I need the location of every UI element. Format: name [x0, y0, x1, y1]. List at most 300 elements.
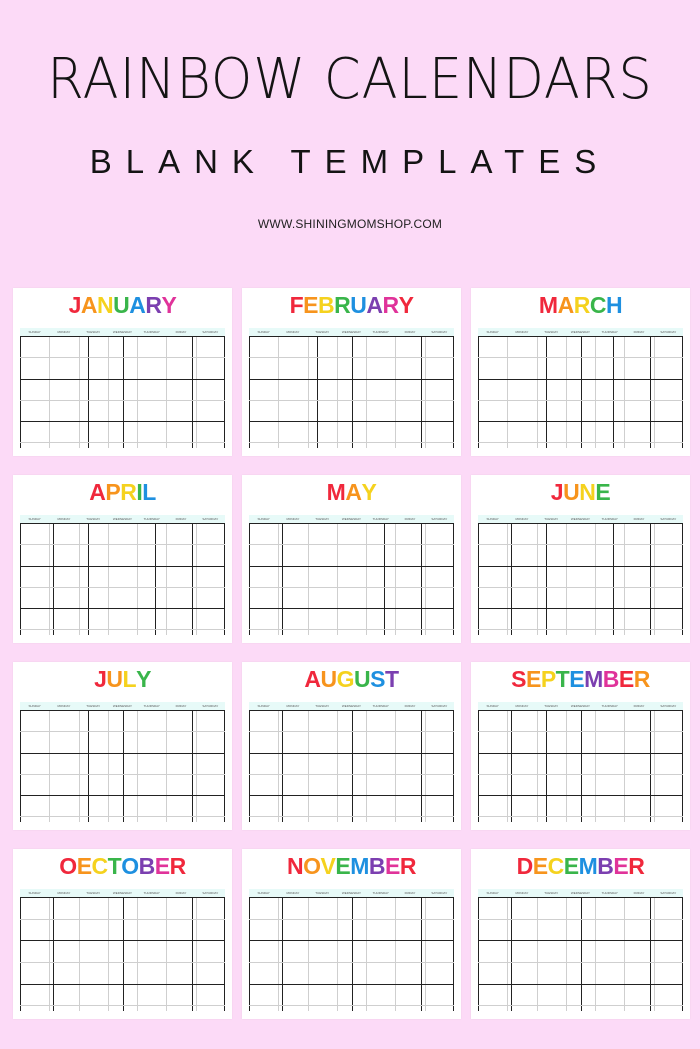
grid-line — [20, 608, 225, 609]
grid-line — [453, 897, 454, 1011]
grid-line — [224, 336, 225, 448]
month-calendar-card — [242, 662, 461, 830]
grid-line — [624, 336, 625, 448]
month-calendar-card — [13, 475, 232, 643]
grid-line — [478, 629, 683, 630]
grid-line — [650, 897, 651, 1011]
grid-line — [249, 442, 454, 443]
month-title: AUGUST — [304, 666, 399, 692]
grid-line — [421, 523, 422, 635]
grid-line — [155, 523, 156, 635]
grid-line — [425, 710, 426, 822]
calendar-table — [249, 889, 454, 1011]
grid-line — [453, 523, 454, 635]
weekday-label: SUNDAY — [486, 517, 499, 521]
grid-line — [581, 336, 582, 448]
grid-line — [249, 523, 250, 635]
grid-line — [337, 897, 338, 1011]
calendar-cells — [478, 897, 683, 1011]
grid-line — [249, 816, 454, 817]
grid-line — [478, 919, 683, 920]
weekday-header — [249, 328, 454, 336]
weekday-label: FRIDAY — [633, 330, 645, 334]
weekday-label: TUESDAY — [86, 704, 101, 708]
grid-line — [79, 897, 80, 1011]
calendar-table — [249, 702, 454, 822]
grid-line — [478, 897, 683, 898]
grid-line — [308, 897, 309, 1011]
grid-line — [395, 710, 396, 822]
weekday-label: FRIDAY — [175, 704, 187, 708]
weekday-header — [478, 889, 683, 897]
grid-line — [224, 523, 225, 635]
grid-line — [507, 336, 508, 448]
grid-line — [192, 336, 193, 448]
month-title: NOVEMBER — [287, 853, 416, 879]
grid-line — [682, 710, 683, 822]
grid-line — [566, 897, 567, 1011]
grid-line — [478, 400, 683, 401]
grid-line — [478, 897, 479, 1011]
weekday-label: THURSDAY — [143, 517, 160, 521]
grid-line — [282, 710, 283, 822]
month-title: MARCH — [538, 292, 623, 318]
grid-line — [654, 897, 655, 1011]
grid-line — [123, 710, 124, 822]
weekday-label: SATURDAY — [431, 330, 448, 334]
grid-line — [478, 962, 683, 963]
grid-line — [478, 1005, 683, 1006]
weekday-label: FRIDAY — [633, 704, 645, 708]
grid-line — [278, 523, 279, 635]
weekday-label: TUESDAY — [544, 891, 559, 895]
grid-line — [249, 984, 454, 985]
grid-line — [20, 566, 225, 567]
grid-line — [511, 523, 512, 635]
grid-line — [478, 523, 479, 635]
grid-line — [192, 523, 193, 635]
calendar-table — [20, 702, 225, 822]
weekday-label: MONDAY — [515, 891, 529, 895]
grid-line — [108, 523, 109, 635]
weekday-label: SUNDAY — [486, 330, 499, 334]
weekday-label: SATURDAY — [431, 704, 448, 708]
weekday-header — [249, 515, 454, 523]
grid-line — [20, 357, 225, 358]
calendar-cells — [478, 523, 683, 635]
grid-line — [317, 336, 318, 448]
weekday-label: WEDNESDAY — [112, 891, 133, 895]
weekday-header — [478, 515, 683, 523]
grid-line — [478, 710, 683, 711]
grid-line — [337, 336, 338, 448]
grid-line — [224, 897, 225, 1011]
grid-line — [249, 795, 454, 796]
grid-line — [20, 421, 225, 422]
grid-line — [282, 897, 283, 1011]
weekday-label: WEDNESDAY — [341, 704, 362, 708]
grid-line — [478, 379, 683, 380]
grid-line — [20, 816, 225, 817]
weekday-label: WEDNESDAY — [341, 517, 362, 521]
grid-line — [249, 336, 454, 337]
grid-line — [108, 710, 109, 822]
grid-line — [137, 710, 138, 822]
weekday-label: THURSDAY — [372, 517, 389, 521]
grid-line — [682, 897, 683, 1011]
grid-line — [478, 587, 683, 588]
calendar-table — [478, 889, 683, 1011]
weekday-label: MONDAY — [57, 517, 71, 521]
grid-line — [192, 710, 193, 822]
grid-line — [421, 897, 422, 1011]
weekday-label: THURSDAY — [372, 704, 389, 708]
grid-line — [249, 731, 454, 732]
weekday-label: SATURDAY — [202, 704, 219, 708]
calendar-cells — [249, 897, 454, 1011]
weekday-label: TUESDAY — [86, 330, 101, 334]
grid-line — [478, 442, 683, 443]
weekday-label: THURSDAY — [601, 517, 618, 521]
grid-line — [537, 336, 538, 448]
grid-line — [249, 897, 454, 898]
weekday-label: SUNDAY — [28, 704, 41, 708]
calendar-cells — [249, 523, 454, 635]
grid-line — [308, 523, 309, 635]
grid-line — [20, 336, 21, 448]
grid-line — [395, 523, 396, 635]
weekday-label: SUNDAY — [257, 891, 270, 895]
grid-line — [478, 336, 683, 337]
weekday-label: SATURDAY — [660, 704, 677, 708]
grid-line — [20, 379, 225, 380]
month-calendar-card — [242, 475, 461, 643]
grid-line — [196, 336, 197, 448]
calendar-table — [249, 515, 454, 635]
grid-line — [20, 897, 21, 1011]
grid-line — [79, 523, 80, 635]
weekday-label: WEDNESDAY — [570, 517, 591, 521]
weekday-label: THURSDAY — [143, 704, 160, 708]
month-calendar-card — [471, 475, 690, 643]
weekday-label: SATURDAY — [660, 330, 677, 334]
weekday-label: FRIDAY — [404, 517, 416, 521]
weekday-label: MONDAY — [515, 704, 529, 708]
weekday-label: SATURDAY — [202, 330, 219, 334]
grid-line — [581, 897, 582, 1011]
calendar-table — [20, 328, 225, 448]
grid-line — [79, 710, 80, 822]
grid-line — [337, 523, 338, 635]
grid-line — [613, 523, 614, 635]
weekday-label: SATURDAY — [202, 517, 219, 521]
grid-line — [20, 587, 225, 588]
grid-line — [249, 587, 454, 588]
weekday-header — [249, 702, 454, 710]
calendar-table — [478, 515, 683, 635]
calendar-cells — [249, 336, 454, 448]
weekday-label: SATURDAY — [660, 517, 677, 521]
weekday-header — [249, 889, 454, 897]
month-calendar-card — [471, 849, 690, 1019]
weekday-label: MONDAY — [286, 891, 300, 895]
grid-line — [478, 795, 683, 796]
grid-line — [478, 984, 683, 985]
grid-line — [249, 544, 454, 545]
weekday-label: MONDAY — [515, 517, 529, 521]
weekday-label: FRIDAY — [175, 891, 187, 895]
grid-line — [478, 357, 683, 358]
weekday-label: FRIDAY — [404, 891, 416, 895]
weekday-label: WEDNESDAY — [570, 704, 591, 708]
weekday-label: WEDNESDAY — [570, 891, 591, 895]
grid-line — [478, 544, 683, 545]
grid-line — [249, 919, 454, 920]
grid-line — [650, 336, 651, 448]
month-title: MAY — [326, 479, 377, 505]
grid-line — [20, 442, 225, 443]
weekday-label: WEDNESDAY — [112, 330, 133, 334]
month-calendar-card — [242, 288, 461, 456]
grid-line — [478, 816, 683, 817]
grid-line — [166, 523, 167, 635]
month-calendar-card — [471, 288, 690, 456]
grid-line — [581, 710, 582, 822]
grid-line — [650, 523, 651, 635]
grid-line — [566, 336, 567, 448]
grid-line — [507, 710, 508, 822]
month-title: JULY — [94, 666, 151, 692]
grid-line — [20, 629, 225, 630]
grid-line — [137, 897, 138, 1011]
grid-line — [453, 336, 454, 448]
grid-line — [249, 962, 454, 963]
grid-line — [249, 710, 454, 711]
grid-line — [249, 336, 250, 448]
weekday-label: MONDAY — [515, 330, 529, 334]
weekday-label: TUESDAY — [86, 891, 101, 895]
calendar-cells — [20, 523, 225, 635]
grid-line — [20, 336, 225, 337]
grid-line — [53, 523, 54, 635]
grid-line — [278, 897, 279, 1011]
grid-line — [123, 336, 124, 448]
grid-line — [249, 774, 454, 775]
grid-line — [249, 897, 250, 1011]
grid-line — [166, 336, 167, 448]
grid-line — [137, 523, 138, 635]
grid-line — [249, 566, 454, 567]
grid-line — [53, 897, 54, 1011]
grid-line — [192, 897, 193, 1011]
website-url: WWW.SHININGMOMSHOP.COM — [257, 217, 443, 231]
weekday-label: MONDAY — [57, 330, 71, 334]
grid-line — [366, 336, 367, 448]
grid-line — [595, 897, 596, 1011]
weekday-label: THURSDAY — [601, 330, 618, 334]
grid-line — [421, 710, 422, 822]
grid-line — [88, 336, 89, 448]
weekday-header — [478, 702, 683, 710]
grid-line — [352, 897, 353, 1011]
grid-line — [249, 379, 454, 380]
grid-line — [20, 984, 225, 985]
grid-line — [20, 753, 225, 754]
grid-line — [425, 523, 426, 635]
grid-line — [478, 421, 683, 422]
month-title: SEPTEMBER — [511, 666, 650, 692]
weekday-label: SUNDAY — [257, 330, 270, 334]
calendar-cells — [478, 336, 683, 448]
grid-line — [20, 940, 225, 941]
weekday-label: MONDAY — [286, 517, 300, 521]
grid-line — [395, 897, 396, 1011]
page-title: RAINBOW CALENDARS — [47, 47, 653, 112]
weekday-label: SATURDAY — [431, 891, 448, 895]
grid-line — [20, 400, 225, 401]
weekday-label: THURSDAY — [143, 330, 160, 334]
grid-line — [537, 897, 538, 1011]
grid-line — [249, 357, 454, 358]
month-calendar-card — [13, 849, 232, 1019]
weekday-label: FRIDAY — [404, 704, 416, 708]
grid-line — [654, 710, 655, 822]
weekday-label: FRIDAY — [404, 330, 416, 334]
grid-line — [79, 336, 80, 448]
month-title: FEBRUARY — [289, 292, 414, 318]
grid-line — [249, 753, 454, 754]
weekday-label: WEDNESDAY — [570, 330, 591, 334]
weekday-label: THURSDAY — [601, 891, 618, 895]
weekday-label: FRIDAY — [175, 330, 187, 334]
weekday-label: MONDAY — [57, 704, 71, 708]
weekday-label: TUESDAY — [86, 517, 101, 521]
weekday-label: FRIDAY — [633, 517, 645, 521]
grid-line — [421, 336, 422, 448]
grid-line — [249, 629, 454, 630]
grid-line — [624, 523, 625, 635]
month-calendar-card — [13, 662, 232, 830]
weekday-label: MONDAY — [57, 891, 71, 895]
grid-line — [49, 336, 50, 448]
grid-line — [478, 608, 683, 609]
grid-line — [654, 336, 655, 448]
grid-line — [595, 523, 596, 635]
month-calendar-card — [242, 849, 461, 1019]
grid-line — [352, 336, 353, 448]
weekday-label: TUESDAY — [315, 891, 330, 895]
grid-line — [537, 710, 538, 822]
weekday-label: FRIDAY — [175, 517, 187, 521]
grid-line — [595, 336, 596, 448]
weekday-label: TUESDAY — [544, 517, 559, 521]
grid-line — [166, 897, 167, 1011]
weekday-label: SATURDAY — [660, 891, 677, 895]
weekday-label: WEDNESDAY — [341, 891, 362, 895]
grid-line — [566, 710, 567, 822]
grid-line — [20, 962, 225, 963]
grid-line — [108, 897, 109, 1011]
grid-line — [308, 336, 309, 448]
grid-line — [88, 710, 89, 822]
calendar-cells — [20, 336, 225, 448]
grid-line — [507, 897, 508, 1011]
grid-line — [478, 523, 683, 524]
grid-line — [654, 523, 655, 635]
weekday-label: WEDNESDAY — [112, 704, 133, 708]
grid-line — [511, 710, 512, 822]
grid-line — [49, 897, 50, 1011]
calendar-cells — [249, 710, 454, 822]
grid-line — [366, 523, 367, 635]
grid-line — [395, 336, 396, 448]
month-calendar-card — [13, 288, 232, 456]
grid-line — [352, 710, 353, 822]
weekday-label: THURSDAY — [601, 704, 618, 708]
calendar-table — [249, 328, 454, 448]
weekday-header — [20, 889, 225, 897]
month-calendar-card — [471, 662, 690, 830]
grid-line — [20, 919, 225, 920]
grid-line — [196, 897, 197, 1011]
month-title: DECEMBER — [516, 853, 645, 879]
grid-line — [49, 523, 50, 635]
calendar-table — [478, 328, 683, 448]
weekday-label: SATURDAY — [431, 517, 448, 521]
grid-line — [20, 1005, 225, 1006]
grid-line — [278, 336, 279, 448]
grid-line — [166, 710, 167, 822]
grid-line — [595, 710, 596, 822]
grid-line — [88, 523, 89, 635]
weekday-label: TUESDAY — [315, 517, 330, 521]
grid-line — [196, 710, 197, 822]
grid-line — [196, 523, 197, 635]
grid-line — [546, 336, 547, 448]
calendar-table — [478, 702, 683, 822]
grid-line — [20, 523, 21, 635]
grid-line — [384, 523, 385, 635]
grid-line — [20, 544, 225, 545]
page-subtitle: BLANK TEMPLATES — [89, 143, 611, 180]
grid-line — [478, 753, 683, 754]
grid-line — [478, 940, 683, 941]
grid-line — [478, 731, 683, 732]
weekday-label: TUESDAY — [315, 704, 330, 708]
grid-line — [249, 523, 454, 524]
weekday-label: SUNDAY — [28, 330, 41, 334]
weekday-label: WEDNESDAY — [341, 330, 362, 334]
grid-line — [249, 1005, 454, 1006]
weekday-label: SUNDAY — [28, 517, 41, 521]
grid-line — [249, 940, 454, 941]
grid-line — [613, 336, 614, 448]
calendar-cells — [20, 897, 225, 1011]
grid-line — [511, 897, 512, 1011]
weekday-label: SUNDAY — [486, 704, 499, 708]
grid-line — [49, 710, 50, 822]
calendar-table — [20, 515, 225, 635]
grid-line — [123, 897, 124, 1011]
weekday-label: TUESDAY — [544, 330, 559, 334]
month-title: APRIL — [89, 479, 156, 505]
calendar-cells — [20, 710, 225, 822]
grid-line — [282, 523, 283, 635]
weekday-header — [478, 328, 683, 336]
grid-line — [650, 710, 651, 822]
weekday-label: SATURDAY — [202, 891, 219, 895]
grid-line — [20, 774, 225, 775]
